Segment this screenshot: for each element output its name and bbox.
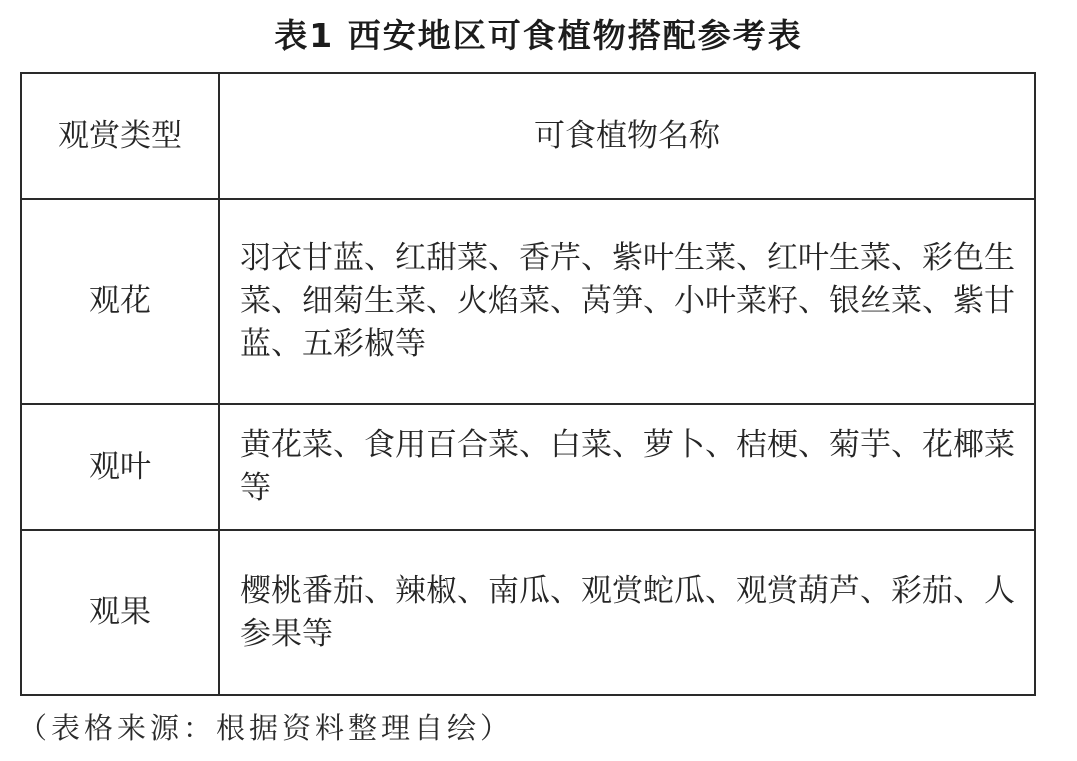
plant-table [20, 72, 1036, 696]
table-row [21, 199, 1035, 404]
viewing-type-cell: 观叶 [21, 404, 219, 530]
table-header-row [21, 73, 1035, 199]
viewing-type-cell: 观花 [21, 199, 219, 404]
table-source-caption: （表格来源：根据资料整理自绘） [18, 711, 514, 745]
plant-names-cell: 羽衣甘蓝、红甜菜、香芹、紫叶生菜、红叶生菜、彩色生菜、细菊生菜、火焰菜、莴笋、小叶菜籽、银丝菜、紫甘蓝、五彩椒等 [219, 199, 1035, 404]
header-viewing-type: 观赏类型 [21, 73, 219, 199]
plant-table-container [20, 72, 1034, 696]
table-row [21, 404, 1035, 530]
viewing-type-cell: 观果 [21, 530, 219, 695]
table-title: 表1 西安地区可食植物搭配参考表 [274, 16, 803, 55]
plant-names-cell: 黄花菜、食用百合菜、白菜、萝卜、桔梗、菊芋、花椰菜等 [219, 404, 1035, 530]
header-plant-names: 可食植物名称 [219, 73, 1035, 199]
plant-names-cell: 樱桃番茄、辣椒、南瓜、观赏蛇瓜、观赏葫芦、彩茄、人参果等 [219, 530, 1035, 695]
table-row [21, 530, 1035, 695]
